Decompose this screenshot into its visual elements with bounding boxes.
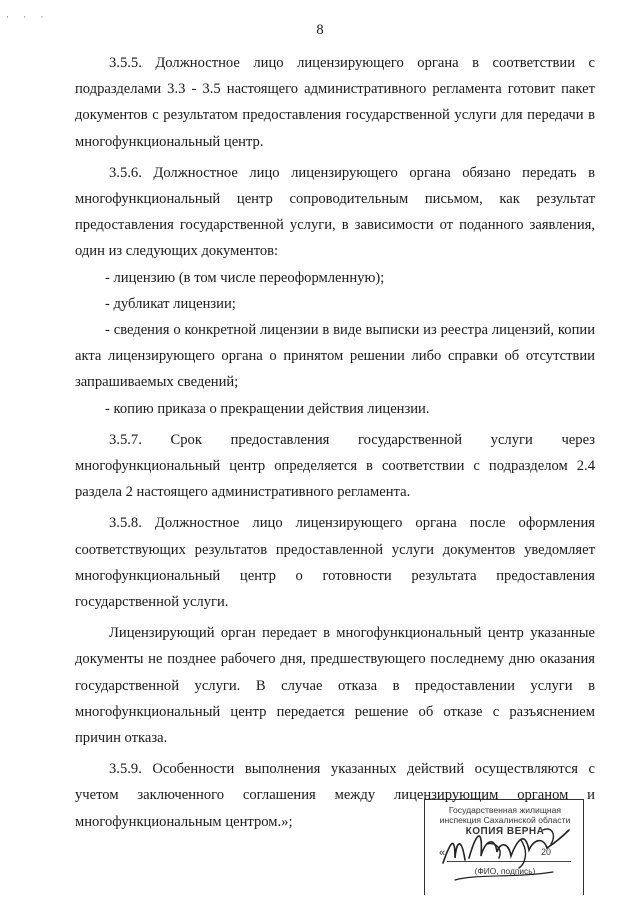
list-item-duplicate: - дубликат лицензии; bbox=[105, 295, 236, 312]
stamp-caption: (ФИО, подпись) bbox=[474, 866, 536, 876]
stamp-title: КОПИЯ ВЕРНА bbox=[465, 826, 545, 837]
list-item-extract: - сведения о конкретной лицензии в виде выписки из реестра лицензий, копии акта лицензирующего органа о принятом решении либо справки об отсутствии запрашиваемых сведений; bbox=[75, 322, 595, 391]
paragraph-3-5-8: 3.5.8. Должностное лицо лицензирующего органа после оформления соответствующих результатов предоставленной услуги документов уведомляет многофункциональный центр о готовности результата предоставления государственной услуги. bbox=[75, 515, 595, 611]
paragraph-3-5-7: 3.5.7. Срок предоставления государственной услуги через многофункциональный центр определяется в соответствии с подразделом 2.4 раздела 2 настоящего административного регламента. bbox=[75, 431, 595, 501]
document-body bbox=[75, 50, 595, 835]
list-item-order-copy: - копию приказа о прекращении действия лицензии. bbox=[105, 400, 430, 417]
stamp-line-2: инспекция Сахалинской области bbox=[439, 815, 571, 825]
paragraph-3-5-9: 3.5.9. Особенности выполнения указанных действий осуществляются с учетом заключенного соглашения между лицензирующим органом и многофункциональным центром.»; bbox=[75, 761, 595, 830]
certification-stamp bbox=[424, 799, 584, 895]
stamp-date-year: 20 bbox=[541, 847, 552, 857]
paragraph-3-5-5: 3.5.5. Должностное лицо лицензирующего органа в соответствии с подразделами 3.3 - 3.5 настоящего административного регламента готовит пакет документов с результатом предоставления государственной услуги для передачи в многофункциональный центр. bbox=[75, 55, 595, 150]
paragraph-3-5-6: 3.5.6. Должностное лицо лицензирующего органа обязано передать в многофункциональный центр сопроводительным письмом, как результат предоставления государственной услуги, в зависимости от поданного заявления, один из следующих документов: bbox=[75, 164, 595, 260]
stamp-line-1: Государственная жилищная bbox=[448, 805, 562, 815]
stamp-date-quote: « bbox=[439, 847, 446, 859]
page-number: 8 bbox=[316, 22, 324, 38]
list-item-license: - лицензию (в том числе переоформленную); bbox=[105, 269, 385, 286]
handwritten-signature bbox=[425, 800, 585, 896]
paragraph-licensing-body: Лицензирующий орган передает в многофункциональный центр указанные документы не позднее рабочего дня, предшествующего последнему дню оказания государственной услуги. В случае отказа в предоставлении услуги в многофункциональный центр передается решение об отказе с разъяснением причин отказа. bbox=[75, 625, 595, 747]
scan-specks: · · · bbox=[6, 12, 50, 22]
